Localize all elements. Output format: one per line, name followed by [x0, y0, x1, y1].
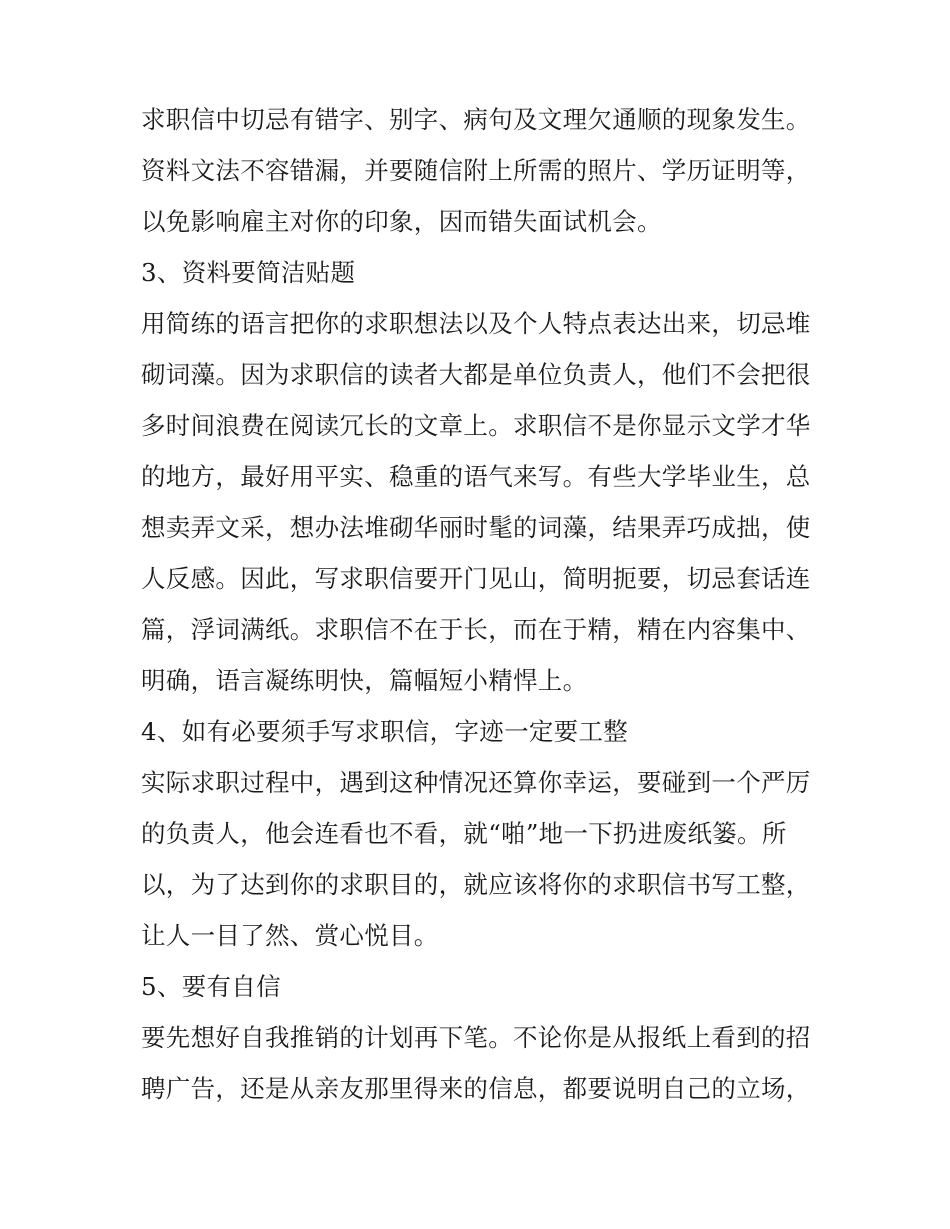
- paragraph-line: 让人一目了然、赏心悦目。: [141, 921, 439, 950]
- paragraph-line: 明确，语言凝练明快，篇幅短小精悍上。: [141, 666, 588, 695]
- paragraph-line: 用简练的语言把你的求职想法以及个人特点表达出来，切忌堆: [141, 309, 811, 338]
- paragraph-line: 的负责人，他会连看也不看，就“啪”地一下扔进废纸篓。所: [141, 819, 787, 848]
- section-heading: 5、要有自信: [141, 972, 281, 1001]
- paragraph-line: 的地方，最好用平实、稳重的语气来写。有些大学毕业生，总: [141, 462, 811, 491]
- paragraph-line: 篇，浮词满纸。求职信不在于长，而在于精，精在内容集中、: [141, 615, 811, 644]
- document-body: [141, 107, 821, 1127]
- paragraph-line: 砌词藻。因为求职信的读者大都是单位负责人，他们不会把很: [141, 360, 811, 389]
- paragraph-line: 要先想好自我推销的计划再下笔。不论你是从报纸上看到的招: [141, 1023, 811, 1052]
- paragraph-line: 聘广告，还是从亲友那里得来的信息，都要说明自己的立场，: [141, 1074, 811, 1103]
- paragraph-line: 多时间浪费在阅读冗长的文章上。求职信不是你显示文学才华: [141, 411, 811, 440]
- section-heading: 3、资料要简洁贴题: [141, 258, 356, 287]
- paragraph-line: 想卖弄文采，想办法堆砌华丽时髦的词藻，结果弄巧成拙，使: [141, 513, 811, 542]
- paragraph-line: 实际求职过程中，遇到这种情况还算你幸运，要碰到一个严厉: [141, 768, 811, 797]
- paragraph-line: 以免影响雇主对你的印象，因而错失面试机会。: [141, 207, 662, 236]
- section-heading: 4、如有必要须手写求职信，字迹一定要工整: [141, 717, 629, 746]
- paragraph-line: 人反感。因此，写求职信要开门见山，简明扼要，切忌套话连: [141, 564, 811, 593]
- paragraph-line: 求职信中切忌有错字、别字、病句及文理欠通顺的现象发生。: [141, 105, 811, 134]
- paragraph-line: 资料文法不容错漏，并要随信附上所需的照片、学历证明等，: [141, 156, 811, 185]
- paragraph-line: 以，为了达到你的求职目的，就应该将你的求职信书写工整，: [141, 870, 811, 899]
